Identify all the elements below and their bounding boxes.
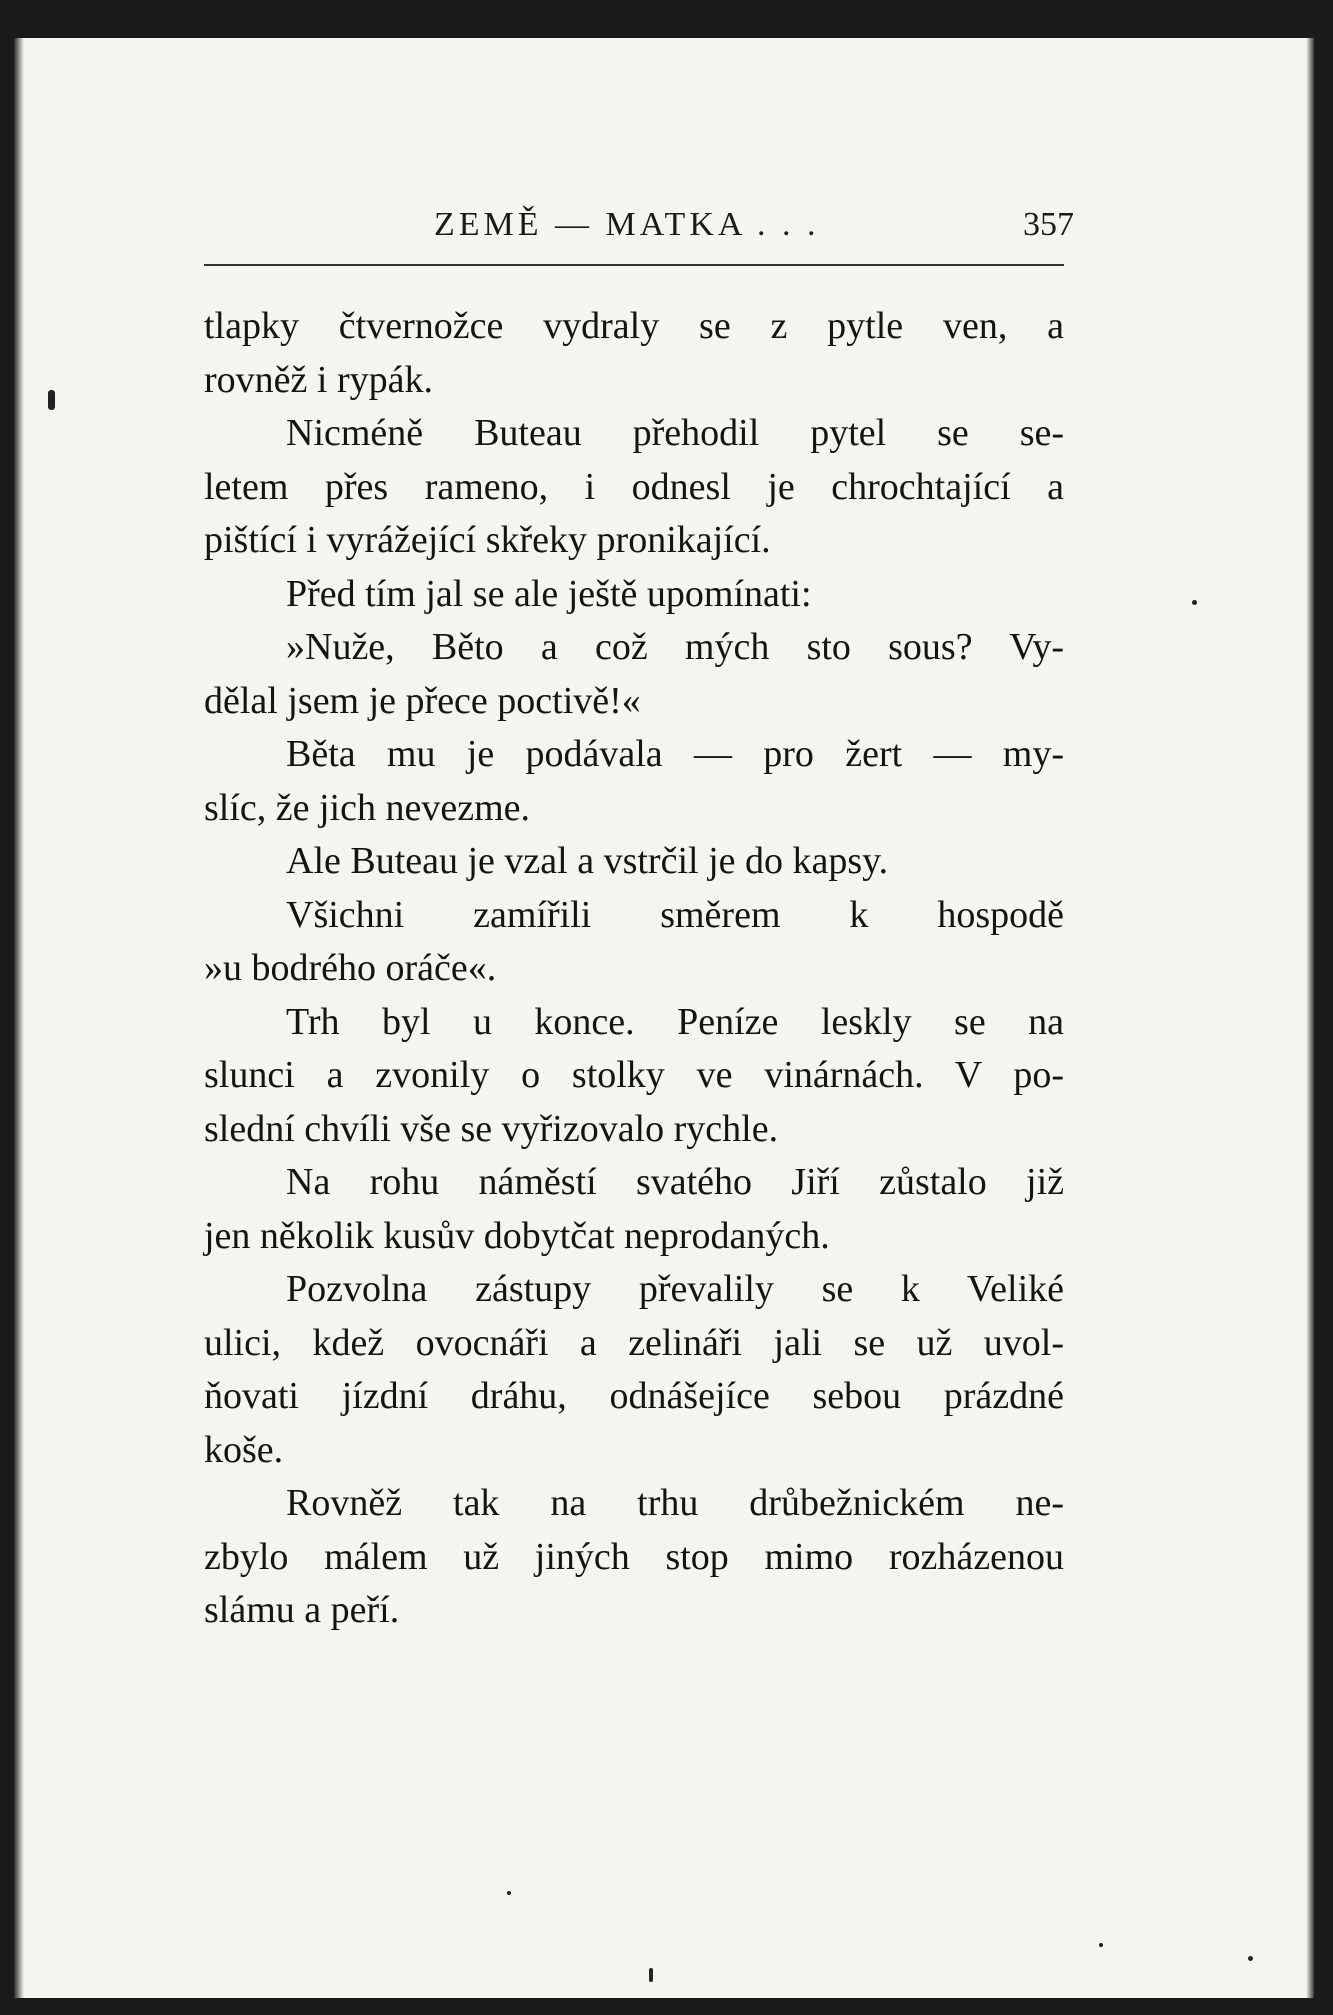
page-number: 357 — [1023, 206, 1074, 243]
edge-shadow — [1306, 38, 1314, 1998]
body-text — [204, 300, 1064, 1638]
dust-speck — [649, 1968, 653, 1982]
text-line: jen několik kusův dobytčat neprodaných. — [204, 1214, 830, 1257]
text-line: ulici, kdež ovocnáři a zelináři jali se už uvol- — [204, 1321, 1064, 1364]
dust-speck — [1248, 1956, 1253, 1961]
text-line: letem přes rameno, i odnesl je chrochtající a — [204, 465, 1064, 508]
text-line: dělal jsem je přece poctivě!« — [204, 679, 641, 722]
page-surface — [14, 38, 1314, 1998]
header-rule — [204, 264, 1064, 266]
text-line: Na rohu náměstí svatého Jiří zůstalo již — [286, 1161, 1064, 1203]
dust-speck — [48, 390, 55, 410]
text-line: Běta mu je podávala — pro žert — my- — [286, 733, 1064, 775]
text-line: slámu a peří. — [204, 1589, 400, 1631]
text-line: Všichni zamířili směrem k hospodě — [286, 893, 1064, 936]
text-line: koše. — [204, 1428, 284, 1471]
book-page — [14, 38, 1314, 1998]
page-header — [204, 206, 1074, 256]
text-line: zbylo málem už jiných stop mimo rozházenou — [204, 1535, 1064, 1578]
text-line: rovněž i rypák. — [204, 358, 433, 401]
text-line: Rovněž tak na trhu drůbežnickém ne- — [286, 1482, 1064, 1524]
text-line: pištící i vyrážející skřeky pronikající. — [204, 519, 771, 561]
text-line: Nicméně Buteau přehodil pytel se se- — [286, 412, 1064, 454]
dust-speck — [1192, 600, 1197, 605]
text-line: slunci a zvonily o stolky ve vinárnách. V po- — [204, 1054, 1064, 1096]
text-line: slední chvíli vše se vyřizovalo rychle. — [204, 1107, 779, 1150]
binding-shadow — [14, 38, 24, 1998]
dust-speck — [1099, 1943, 1103, 1947]
text-line: tlapky čtvernožce vydraly se z pytle ven, a — [204, 305, 1064, 347]
text-line: Trh byl u konce. Peníze leskly se na — [286, 1000, 1064, 1043]
text-line: »Nuže, Běto a což mých sto sous? Vy- — [286, 626, 1064, 668]
text-line: Ale Buteau je vzal a vstrčil je do kapsy. — [286, 840, 889, 882]
text-line: ňovati jízdní dráhu, odnášejíce sebou prázdné — [204, 1375, 1064, 1417]
running-title: ZEMĚ — MATKA . . . — [434, 206, 820, 243]
dust-speck — [507, 1891, 511, 1895]
text-line: »u bodrého oráče«. — [204, 947, 497, 989]
text-line: slíc, že jich nevezme. — [204, 786, 531, 829]
text-line: Pozvolna zástupy převalily se k Veliké — [286, 1268, 1064, 1310]
text-line: Před tím jal se ale ještě upomínati: — [286, 572, 812, 615]
